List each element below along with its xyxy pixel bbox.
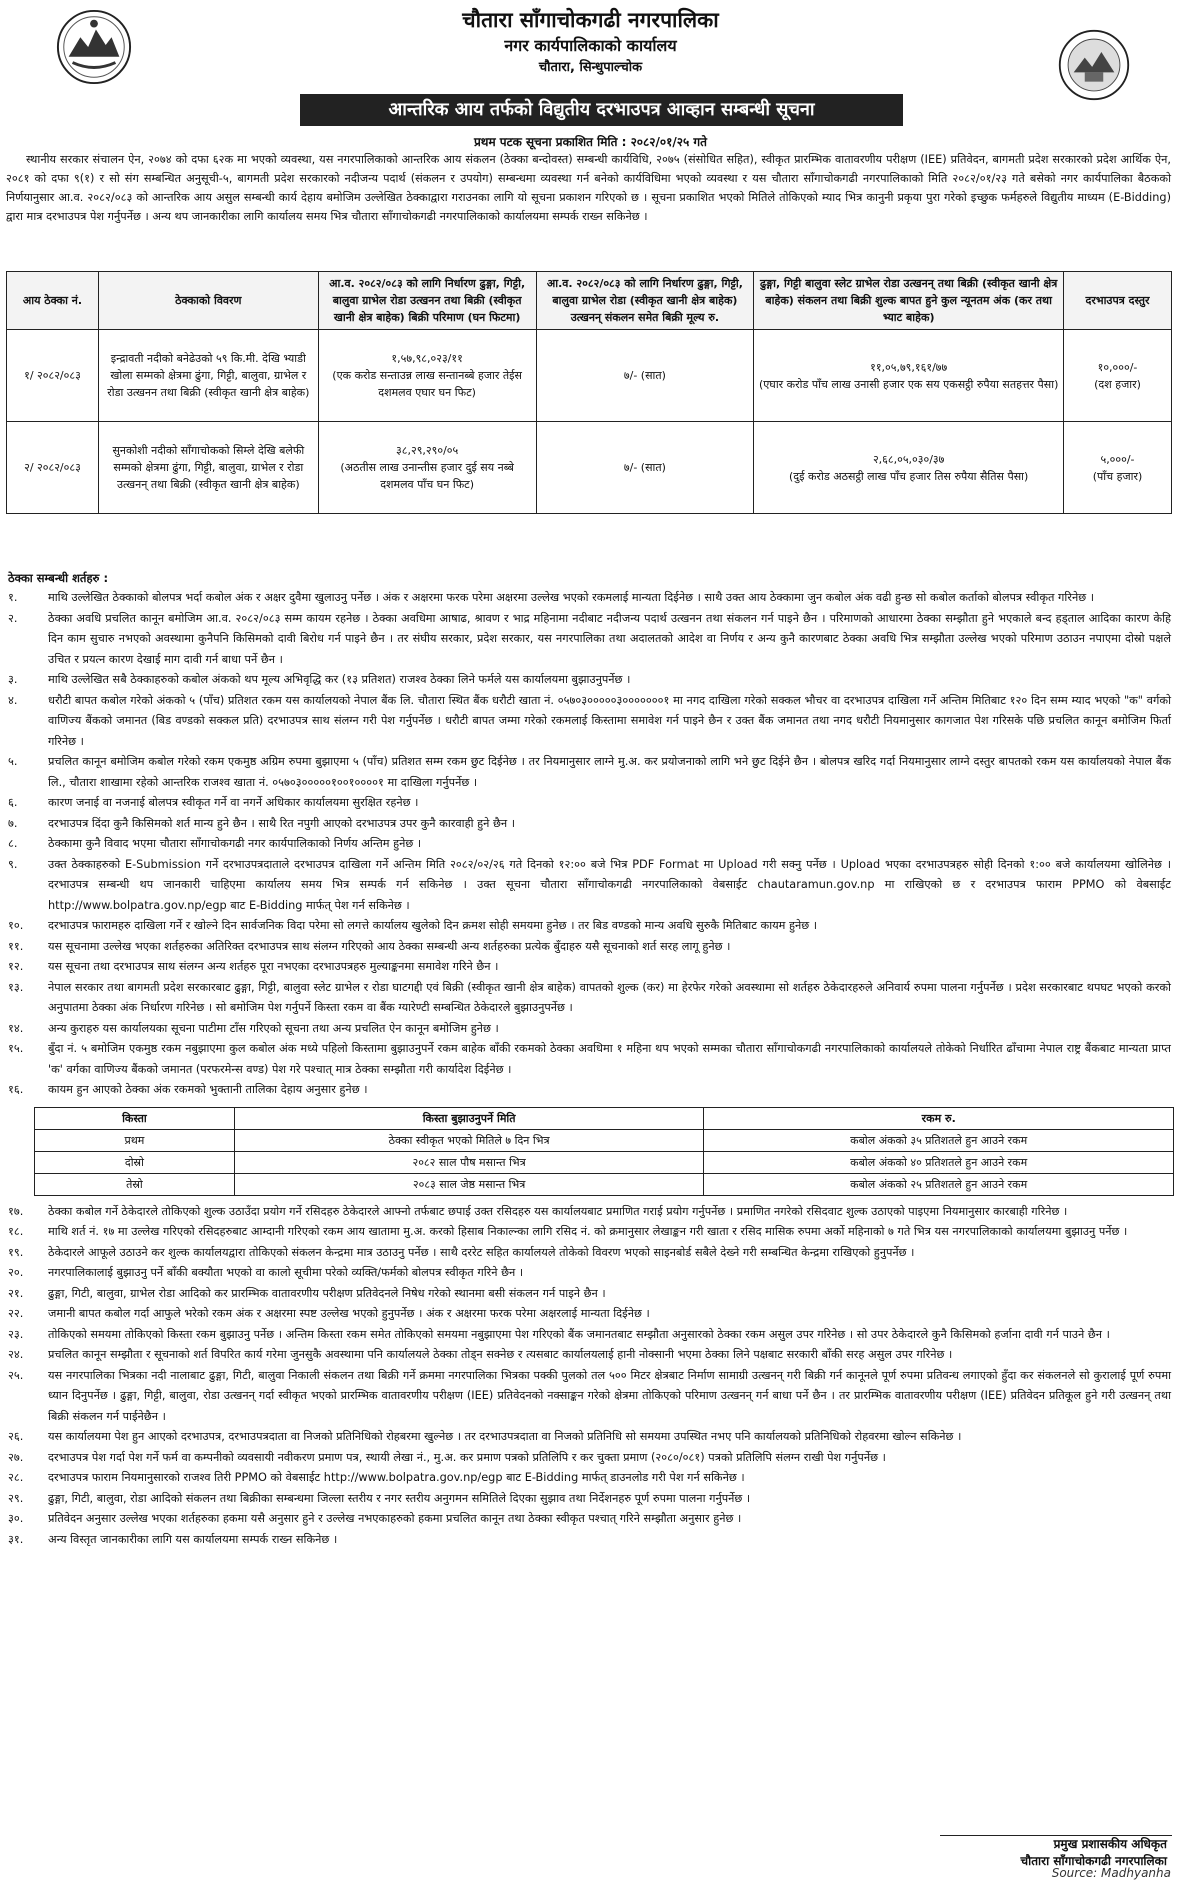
signatory-office: चौतारा साँगाचोकगढी नगरपालिका bbox=[1020, 1854, 1167, 1868]
term-text: दरभाउपत्र फाराम नियमानुसारको राजश्व तिरी PPMO को वेबसाईट http://www.bolpatra.gov.np/egp बाट E-Bidding मार्फत् डाउनलोड गरी पेश गर्न सकिनेछ । bbox=[48, 1471, 745, 1484]
total-value: ११,०५,७९,१६१/७७ bbox=[870, 360, 948, 374]
term-item bbox=[6, 1222, 1171, 1243]
term-text: दरभाउपत्र पेश गर्दा पेश गर्ने फर्म वा कम्पनीको व्यवसायी नवीकरण प्रमाण पत्र, स्थायी लेखा नं., मु.अ. कर प्रमाण पत्रको प्रतिलिपि र कर चुक्ता प्रमाण (२०८०/०८१) पत्रको प्रतिलिपि संलग्न राखी पेश गर्नुपर्नेछ । bbox=[48, 1450, 886, 1464]
quantity-cell bbox=[318, 330, 536, 422]
term-number: १. bbox=[8, 591, 18, 604]
term-text: कायम हुन आएको ठेक्का अंक रकमको भुक्तानी तालिका देहाय अनुसार हुनेछ । bbox=[48, 1083, 368, 1096]
term-item bbox=[6, 609, 1171, 671]
term-text: माथि उल्लेखित सबै ठेक्काहरुको कबोल अंकको थप मूल्य अभिवृद्धि कर (१३ प्रतिशत) राजश्व ठेक्का लिने फर्मले यस कार्यालयमा बुझाउनुपर्नेछ । bbox=[48, 673, 631, 686]
term-number: १३. bbox=[8, 980, 24, 994]
term-number: ३१. bbox=[8, 1532, 24, 1546]
fee-words: (पाँच हजार) bbox=[1092, 469, 1143, 483]
term-item bbox=[6, 1509, 1171, 1530]
installment-header-row bbox=[35, 1107, 1174, 1129]
term-number: २०. bbox=[8, 1266, 24, 1279]
municipality-logo-icon bbox=[1057, 28, 1131, 102]
table-row bbox=[7, 422, 1172, 514]
terms-list bbox=[6, 588, 1171, 1550]
term-text: प्रचलित कानून बमोजिम कबोल गरेको रकम एकमुष्ठ अग्रिम रुपमा बुझाएमा ५ (पाँच) प्रतिशत सम्म रकम छुट दिईनेछ । तर नियमानुसार लाग्ने मु.अ. कर प्रयोजनाको लागि भने छुट दिईने छैन । बोलपत्र खरिद गर्दा नियमानुसार लाग्ने दस्तुर बापतको रकम यस कार्यालयको नेपाल बैंक लि., चौतारा शाखामा रहेको आन्तरिक राजश्व खाता नं. ०५७०३०००००१००१००००१ मा दाखिला गर्नुपर्नेछ । bbox=[48, 755, 1171, 789]
office-address: चौतारा, सिन्धुपाल्चोक bbox=[538, 60, 643, 75]
term-item bbox=[6, 793, 1171, 814]
installment-table bbox=[34, 1107, 1174, 1196]
term-text: यस सूचना तथा दरभाउपत्र साथ संलग्न अन्य शर्तहरु पूरा नभएका दरभाउपत्रहरु मुल्याङ्कनमा समावेश गरिने छैन । bbox=[48, 960, 499, 973]
term-number: २. bbox=[8, 611, 18, 625]
fee-value: ५,०००/- bbox=[1100, 452, 1135, 466]
municipality-name: चौतारा साँगाचोकगढी नगरपालिका bbox=[462, 8, 719, 32]
term-text: नगरपालिकालाई बुझाउनु पर्ने बाँकी बक्यौता भएको वा कालो सूचीमा परेको व्यक्ति/फर्मको बोलपत्र स्वीकृत गरिने छैन । bbox=[48, 1266, 524, 1279]
term-text: ढुङ्गा, गिटी, बालुवा, ग्राभेल रोडा आदिको कर प्रारम्भिक वातावरणीय परीक्षण प्रतिवेदनले निषेध गरेको स्थानमा बसी संकलन गर्न पाइने छैन । bbox=[48, 1286, 606, 1300]
term-text: जमानी बापत कबोल गर्दा आफुले भरेको रकम अंक र अक्षरमा स्पष्ट उल्लेख भएको हुनुपर्नेछ । अंक र अक्षरमा फरक परेमा अक्षरलाई मान्यता दिईनेछ । bbox=[48, 1307, 650, 1320]
term-text: तोकिएको समयमा तोकिएको किस्ता रकम बुझाउनु पर्नेछ । अन्तिम किस्ता रकम समेत तोकिएको समयमा नबुझाएमा पेश गरिएको बैंक जमानतबाट सम्झौता अनुसारको ठेक्का रकम असुल उपर गरिनेछ । सो उपर ठेकेदारले कुनै किसिमको हर्जाना दावी गर्न पाउने छैन । bbox=[48, 1327, 1110, 1341]
contract-description: सुनकोशी नदीको साँगाचोकको सिम्ले देखि बलेफी सम्मको क्षेत्रमा ढुंगा, गिट्टी, बालुवा, ग्राभेल र रोडा उत्खनन् तथा बिक्री (स्वीकृत खानी क्षेत्र बाहेक) bbox=[98, 422, 318, 514]
fee-words: (दश हजार) bbox=[1094, 377, 1141, 391]
term-item bbox=[6, 937, 1171, 958]
term-text: धरौटी बापत कबोल गरेको अंकको ५ (पाँच) प्रतिशत रकम यस कार्यालयको नेपाल बैंक लि. चौतारा स्थित बैंक धरौटी खाता नं. ०५७०३०००००३०००००००१ मा नगद दाखिला गरेको सक्कल भौचर वा दरभाउपत्र दाखिला गर्ने अन्तिम मितिबाट १२० दिन सम्म म्याद भएको "क" वर्गको वाणिज्य बैंकको जमानत (बिड वण्डको सक्कल प्रति) दरभाउपत्र साथ संलग्न गरी पेश गर्नुपर्नेछ । धरौटी बापत जम्मा गरेको रकमलाई किस्तामा समावेश गर्न पाइने छैन र उक्त बैंक जमानत तथा नगद धरौटी नियमानुसार कागजात पेश गरिसके पछि प्रचलित कानून बमोजिम फिर्ता गरिनेछ । bbox=[48, 693, 1172, 748]
terms-part-a bbox=[6, 588, 1171, 1101]
term-number: ८. bbox=[8, 837, 18, 850]
term-item bbox=[6, 814, 1171, 835]
intro-paragraph: स्थानीय सरकार संचालन ऐन, २०७४ को दफा ६२क मा भएको व्यवस्था, यस नगरपालिकाको आन्तरिक आय संकलन (ठेक्का बन्दोवस्त) सम्बन्धी कार्यविधि, २०७५ (संसोधित सहित), स्वीकृत प्रारम्भिक वातावरणीय परीक्षण (IEE) प्रतिवेदन, बागमती प्रदेश सरकारको प्रदेश आर्थिक ऐन, २०८१ को दफा ९(१) र सो संग सम्बन्धित अनुसूची-५, बागमती प्रदेश सरकारको नदीजन्य पदार्थ (संकलन र उपयोग) सम्बन्धमा व्यवस्था गर्न बनेको कार्यविधिमा भएको व्यवस्था र यस चौतारा साँगाचोकगढी नगरपालिकाको मिति २०८२/०१/२३ गते बसेको नगर कार्यपालिका बैठकको निर्णयानुसार आ.व. २०८२/०८३ को आन्तरिक आय असुल सम्बन्धी कार्य देहाय बमोजिम उल्लेखित ठेक्काद्वारा गराउनका लागि यो सूचना प्रकाशन गरिएको छ । सूचना प्रकाशित भएको मितिले तोकिएको म्याद भित्र कानुनी प्रकृया पुरा गरेको इच्छुक फर्महरुले विद्युतीय माध्यम (E-Bidding) द्वारा मात्र दरभाउपत्र पेश गर्नुपर्नेछ । अन्य थप जानकारीका लागि कार्यालय समय भित्र चौतारा साँगाचोकगढी नगरपालिकाको कार्यालयमा सम्पर्क राख्न सकिनेछ । bbox=[6, 153, 1171, 223]
term-item bbox=[6, 1080, 1171, 1101]
term-number: २५. bbox=[8, 1368, 24, 1382]
term-item bbox=[6, 1345, 1171, 1366]
term-text: कारण जनाई वा नजनाई बोलपत्र स्वीकृत गर्ने वा नगर्ने अधिकार कार्यालयमा सुरक्षित रहनेछ । bbox=[48, 796, 419, 809]
term-text: माथि शर्त नं. १७ मा उल्लेख गरिएको रसिदहरुबाट आम्दानी गरिएको रकम आय खातामा मु.अ. करको हिसाब निकाल्न्का लागि रसिद नं. को क्रमानुसार लेखाङ्कन गरी खाता र रसिद मासिक रुपमा अर्को महिनाको ७ गते भित्र यस नगरपालिकाको कार्यालयमा बुझाउनु पर्नेछ । bbox=[48, 1225, 1128, 1238]
term-number: १०. bbox=[8, 919, 24, 932]
term-number: २१. bbox=[8, 1286, 24, 1300]
term-item bbox=[6, 1530, 1171, 1551]
term-text: यस सूचनामा उल्लेख भएका शर्तहरुका अतिरिक्त दरभाउपत्र साथ संलग्न गरिएको आय ठेक्का सम्बन्धी अन्य शर्तहरुका प्रत्येक बुँदाहरु यसै सूचनाको शर्त सरह लागू हुनेछ । bbox=[48, 939, 731, 953]
total-value: २,६८,०५,०३०/३७ bbox=[872, 452, 945, 466]
term-item bbox=[6, 1263, 1171, 1284]
term-item bbox=[6, 1039, 1171, 1080]
term-number: २७. bbox=[8, 1450, 24, 1464]
letterhead bbox=[0, 0, 1181, 95]
office-name: नगर कार्यपालिकाको कार्यालय bbox=[504, 36, 677, 55]
installment-name: तेस्रो bbox=[35, 1173, 235, 1195]
rate-cell: ७/- (सात) bbox=[536, 422, 754, 514]
source-credit: Source: Madhyanha bbox=[1051, 1866, 1171, 1880]
term-item bbox=[6, 957, 1171, 978]
fee-cell bbox=[1064, 422, 1172, 514]
contract-no: १/ २०८२/०८३ bbox=[7, 330, 99, 422]
term-number: १२. bbox=[8, 960, 24, 973]
notice-title: आन्तरिक आय तर्फको विद्युतीय दरभाउपत्र आव्हान सम्बन्धी सूचना bbox=[300, 94, 903, 126]
term-text: ढुङ्गा, गिटी, बालुवा, रोडा आदिको संकलन तथा बिक्रीका सम्बन्धमा जिल्ला स्तरीय र नगर स्तरीय अनुगमन समितिले दिएका सुझाव तथा निर्देशनहरु पूर्ण रुपमा पालना गर्नुपर्नेछ । bbox=[48, 1491, 751, 1505]
contract-description: इन्द्रावती नदीको बनेढेउको ५९ कि.मी. देखि भ्याडी खोला सम्मको क्षेत्रमा ढुंगा, गिट्टी, बालुवा, ग्राभेल र रोडा उत्खनन तथा बिक्री (स्वीकृत खानी क्षेत्र बाहेक) bbox=[98, 330, 318, 422]
installment-name: दोस्रो bbox=[35, 1151, 235, 1173]
col-bid-fee: दरभाउपत्र दस्तुर bbox=[1064, 272, 1172, 330]
quantity-words: (एक करोड सन्ताउन्न लाख सन्तानब्बे हजार तेईस दशमलव एघार घन फिट) bbox=[332, 369, 522, 399]
term-text: ठेक्कामा कुनै विवाद भएमा चौतारा साँगाचोकगढी नगर कार्यपालिकाको निर्णय अन्तिम हुनेछ । bbox=[48, 837, 422, 850]
col-installment: किस्ता bbox=[35, 1107, 235, 1129]
term-text: उक्त ठेक्काहरुको E-Submission गर्ने दरभाउपत्रदाताले दरभाउपत्र दाखिला गर्ने अन्तिम मिति २०८२/०२/२६ गते दिनको १२:०० बजे भित्र PDF Format मा Upload गरी सक्नु पर्नेछ । Upload भएका दरभाउपत्रहरु सोही दिनको १:०० बजे कार्यालयमा खोलिनेछ । दरभाउपत्र सम्बन्धी थप जानकारी चाहिएमा कार्यालय समय भित्र सम्पर्क गर्न सकिनेछ । उक्त सूचना चौतारा साँगाचोकगढी नगरपालिकाको वेबसाईट chautaramun.gov.np मा राखिएको छ र दरभाउपत्र फाराम PPMO को वेबसाईट http://www.bolpatra.gov.np/egp बाट E-Bidding मार्फत् पेश गर्न सकिनेछ । bbox=[48, 857, 1171, 912]
term-text: यस कार्यालयमा पेश हुन आएको दरभाउपत्र, दरभाउपत्रदाता वा निजको प्रतिनिधिको रोहबरमा खुल्नेछ । तर दरभाउपत्रदाता वा निजको प्रतिनिधि सो समयमा उपस्थित नभए पनि कार्यालयको प्रतिनिधिको रोहवरमा खोल्न सकिनेछ । bbox=[48, 1430, 962, 1443]
term-number: १७. bbox=[8, 1204, 24, 1218]
installment-name: प्रथम bbox=[35, 1129, 235, 1151]
quantity-value: १,५७,९८,०२३/११ bbox=[391, 352, 463, 365]
total-cell bbox=[754, 422, 1064, 514]
installment-row bbox=[35, 1173, 1174, 1195]
term-text: माथि उल्लेखित ठेक्काको बोलपत्र भर्दा कबोल अंक र अक्षर दुवैमा खुलाउनु पर्नेछ । अंक र अक्षरमा फरक परेमा अक्षरमा उल्लेख भएको रकमलाई मान्यता दिईनेछ । साथै उक्त आय ठेक्कामा जुन कबोल अंक वढी हुन्छ सो कबोल कर्ताको बोलपत्र स्वीकृत गरिनेछ । bbox=[48, 591, 1095, 604]
term-text: ठेक्का अवधि प्रचलित कानून बमोजिम आ.व. २०८२/०८३ सम्म कायम रहनेछ । ठेक्का अवधिमा आषाढ, श्रावण र भाद्र महिनामा नदीबाट नदीजन्य पदार्थ उत्खनन तथा संकलन गर्न पाइने छैन । परिमाणको आधारमा ठेक्का सम्झौता हुने भएकाले बन्द हड्ताल आदिका कारण केहि दिन काम सुचारु नभएको अवस्थामा कुनैपनि किसिमको दावी बिरोध गर्न पाइने छैन । तर संघीय सरकार, प्रदेश सरकार, यस नगरपालिका तथा अदालतको आदेश वा निर्णय र अन्य कुनै कारणबाट ठेक्का अवधि भित्र सम्झौता उल्लेख भएको परिमाण उठाउन नपाएमा दोस्रो पक्षले उचित र प्रयत्न कारण देखाई माग दावी गर्न बाधा पर्ने छैन । bbox=[48, 611, 1171, 666]
quantity-cell bbox=[318, 422, 536, 514]
term-item bbox=[6, 978, 1171, 1019]
term-number: १६. bbox=[8, 1083, 24, 1096]
total-cell bbox=[754, 330, 1064, 422]
term-number: २८. bbox=[8, 1471, 24, 1484]
term-text: अन्य विस्तृत जानकारीका लागि यस कार्यालयमा सम्पर्क राख्न सकिनेछ । bbox=[48, 1532, 338, 1546]
term-number: १४. bbox=[8, 1021, 24, 1035]
installment-date: २०८२ साल पौष मसान्त भित्र bbox=[234, 1151, 704, 1173]
term-number: ५. bbox=[8, 755, 18, 768]
terms-heading: ठेक्का सम्बन्धी शर्तहरु : bbox=[8, 571, 109, 585]
quantity-words: (अठतीस लाख उनान्तीस हजार दुई सय नब्बे दशमलव पाँच घन फिट) bbox=[340, 461, 514, 491]
term-number: ६. bbox=[8, 796, 18, 809]
term-number: १५. bbox=[8, 1042, 24, 1055]
term-number: २४. bbox=[8, 1348, 24, 1361]
col-rate: आ.व. २०८२/०८३ को लागि निर्धारण ढुङ्गा, गिट्टी, बालुवा ग्राभेल रोडा (स्वीकृत खानी क्षेत्र बाहेक) उत्खनन् संकलन समेत बिक्री मूल्य रु. bbox=[536, 272, 754, 330]
total-words: (एघार करोड पाँच लाख उनासी हजार एक सय एकसट्ठी रुपैया सतहत्तर पैसा) bbox=[758, 377, 1059, 391]
col-minimum-amount: ढुङ्गा, गिट्टी बालुवा स्लेट ग्राभेल रोडा उत्खनन् तथा बिक्री (स्वीकृत खानी क्षेत्र बाहेक) संकलन तथा बिक्री शुल्क बापत हुने कुल न्यूनतम अंक (कर तथा भ्याट बाहेक) bbox=[754, 272, 1064, 330]
contract-no: २/ २०८२/०८३ bbox=[7, 422, 99, 514]
term-item bbox=[6, 588, 1171, 609]
term-number: २२. bbox=[8, 1307, 24, 1320]
installment-date: २०८३ साल जेष्ठ मसान्त भित्र bbox=[234, 1173, 704, 1195]
term-item bbox=[6, 1019, 1171, 1040]
term-number: ३. bbox=[8, 673, 18, 686]
table-header-row bbox=[7, 272, 1172, 330]
terms-part-b bbox=[6, 1202, 1171, 1551]
fee-cell bbox=[1064, 330, 1172, 422]
term-text: दरभाउपत्र दिंदा कुनै किसिमको शर्त मान्य हुने छैन । साथै रित नपुगी आएको दरभाउपत्र उपर कुनै कारवाही हुने छैन । bbox=[48, 816, 516, 830]
term-number: १८. bbox=[8, 1225, 24, 1238]
term-item bbox=[6, 834, 1171, 855]
installment-row bbox=[35, 1129, 1174, 1151]
term-text: बुँदा नं. ५ बमोजिम एकमुष्ठ रकम नबुझाएमा कुल कबोल अंक मध्ये पहिलो किस्तामा बुझाउनुपर्ने रकम बाहेक बाँकी रकमको ठेक्का अवधिमा १ महिना थप भएको सम्मका चौतारा साँगाचोकगढी नगरपालिकाको कार्यालयले तोकेको निर्धारित ढाँचामा नेपाल राष्ट्र बैंकबाट मान्यता प्राप्त 'क' वर्गका वाणिज्य बैंकको जमानत (परफरमेन्स वण्ड) पेश गरे पश्चात् मात्र ठेक्का सम्झौता गरी कार्यादेश दिईनेछ । bbox=[48, 1042, 1171, 1076]
quantity-value: ३८,२९,२९०/०५ bbox=[396, 444, 459, 457]
col-installment-date: किस्ता बुझाउनुपर्ने मिति bbox=[234, 1107, 704, 1129]
term-number: ४. bbox=[8, 693, 18, 707]
signature-block bbox=[1020, 1836, 1167, 1870]
term-item bbox=[6, 1366, 1171, 1428]
total-words: (दुई करोड अठसट्ठी लाख पाँच हजार तिस रुपैया सैतिस पैसा) bbox=[789, 469, 1029, 483]
term-number: ११. bbox=[8, 939, 24, 953]
term-item bbox=[6, 1468, 1171, 1489]
term-text: ठेक्का कबोल गर्ने ठेकेदारले तोकिएको शुल्क उठाउँदा प्रयोग गर्ने रसिदहरु ठेकेदारले आफ्नो तर्फबाट छपाई उक्त रसिदहरु यस कार्यालयबाट प्रमाणित गराई प्रयोग गर्नुपर्नेछ । प्रमाणित नगरेको रसिदवाट शुल्क उठाएको पाइएमा नियमानुसार कारबाही गरिनेछ । bbox=[48, 1204, 1068, 1218]
term-number: ३०. bbox=[8, 1512, 24, 1525]
table-row bbox=[7, 330, 1172, 422]
term-number: २६. bbox=[8, 1430, 24, 1443]
term-text: नेपाल सरकार तथा बागमती प्रदेश सरकारबाट ढुङ्गा, गिट्टी, बालुवा स्लेट ग्राभेल र रोडा घाटगद्दी एवं बिक्री (स्वीकृत खानी क्षेत्र बाहेक) वापतको शुल्क (कर) मा हेरफेर गरेको अवस्थामा सो शर्तहरु ठेकेदारहरुले अनिवार्य रुपमा पालना गर्नुपर्नेछ । प्रदेश सरकारबाट थपघट भएको करको अनुपातमा ठेक्का अंक निर्धारण गरिनेछ । सो बमोजिम पेश गर्नुपर्ने किस्ता रकम वा बैंक ग्यारेण्टी सम्बन्धित ठेकेदारले बुझाउनुपर्नेछ । bbox=[48, 980, 1171, 1014]
term-text: प्रतिवेदन अनुसार उल्लेख भएका शर्तहरुका हकमा यसै अनुसार हुने र उल्लेख नभएकाहरुको हकमा प्रचलित कानून तथा ठेक्का स्वीकृत पश्चात् गरिने सम्झौता अनुसार हुनेछ । bbox=[48, 1512, 742, 1525]
installment-row bbox=[35, 1151, 1174, 1173]
col-contract-no: आय ठेक्का नं. bbox=[7, 272, 99, 330]
term-text: ठेकेदारले आफूले उठाउने कर शुल्क कार्यालयद्वारा तोकिएको संकलन केन्द्रमा मात्र उठाउनु पर्नेछ । साथै दररेट सहित कार्यालयले तोकेको विवरण भएको साइनबोर्ड सबैले देख्ने गरी सम्बन्धित केन्द्रमा राखिएको हुनुपर्नेछ । bbox=[48, 1245, 915, 1259]
term-item bbox=[6, 1427, 1171, 1448]
term-number: १९. bbox=[8, 1245, 24, 1259]
installment-amount: कबोल अंकको ४० प्रतिशतले हुन आउने रकम bbox=[704, 1151, 1174, 1173]
term-item bbox=[6, 1489, 1171, 1510]
term-item bbox=[6, 1448, 1171, 1469]
term-number: २३. bbox=[8, 1327, 24, 1341]
term-number: २९. bbox=[8, 1491, 24, 1505]
term-item bbox=[6, 855, 1171, 917]
col-quantity: आ.व. २०८२/०८३ को लागि निर्धारण ढुङ्गा, गिट्टी, बालुवा ग्राभेल रोडा उत्खनन तथा बिक्री (स्वीकृत खानी क्षेत्र बाहेक) बिक्री परिमाण (घन फिटमा) bbox=[318, 272, 536, 330]
contracts-table bbox=[6, 271, 1172, 514]
installment-date: ठेक्का स्वीकृत भएको मितिले ७ दिन भित्र bbox=[234, 1129, 704, 1151]
term-item bbox=[6, 1284, 1171, 1305]
term-text: दरभाउपत्र फारामहरु दाखिला गर्ने र खोल्ने दिन सार्वजनिक विदा परेमा सो लगत्ते कार्यालय खुलेको दिन क्रमश सोही समयमा हुनेछ । तर बिड वण्डको मान्य अवधि सुरुकै मितिबाट कायम हुनेछ । bbox=[48, 919, 818, 932]
term-text: अन्य कुराहरु यस कार्यालयका सूचना पाटीमा टाँस गरिएको सूचना तथा अन्य प्रचलित ऐन कानून बमोजिम हुनेछ । bbox=[48, 1021, 499, 1035]
term-item bbox=[6, 670, 1171, 691]
publication-date: प्रथम पटक सूचना प्रकाशित मिति : २०८२/०१/२५ गते bbox=[473, 135, 708, 149]
col-description: ठेक्काको विवरण bbox=[98, 272, 318, 330]
installment-amount: कबोल अंकको २५ प्रतिशतले हुन आउने रकम bbox=[704, 1173, 1174, 1195]
term-text: प्रचलित कानून सम्झौता र सूचनाको शर्त विपरित कार्य गरेमा जुनसुकै अवस्थामा पनि कार्यालयले ठेक्का तोड्न सक्नेछ र त्यसबाट कार्यालयलाई हानी नोक्सानी भएमा ठेक्का लिने पक्षबाट सरकारी बाँकी सरह असुल उपर गरिनेछ । bbox=[48, 1348, 953, 1361]
fee-value: १०,०००/- bbox=[1097, 360, 1138, 374]
term-item bbox=[6, 1325, 1171, 1346]
term-number: ९. bbox=[8, 857, 18, 871]
term-number: ७. bbox=[8, 816, 18, 830]
term-item bbox=[6, 1202, 1171, 1223]
col-installment-amount: रकम रु. bbox=[704, 1107, 1174, 1129]
term-item bbox=[6, 1243, 1171, 1264]
term-item bbox=[6, 691, 1171, 753]
signatory-title: प्रमुख प्रशासकीय अधिकृत bbox=[1053, 1837, 1167, 1851]
rate-cell: ७/- (सात) bbox=[536, 330, 754, 422]
term-item bbox=[6, 752, 1171, 793]
term-item bbox=[6, 1304, 1171, 1325]
installment-amount: कबोल अंकको ३५ प्रतिशतले हुन आउने रकम bbox=[704, 1129, 1174, 1151]
term-item bbox=[6, 916, 1171, 937]
term-text: यस नगरपालिका भित्रका नदी नालाबाट ढुङ्गा, गिटी, बालुवा निकाली संकलन तथा बिक्री गर्ने क्रममा नगरपालिका भित्रका पक्की पुलको तल ५०० मिटर क्षेत्रबाट निर्माण सामाग्री उत्खनन् गरी बिक्री गर्न कानूनले पूर्ण रुपमा प्रतिवन्ध लगाएको हुँदा कर संकलनले सो कुरालाई पूर्ण रुपमा ध्यान दिनुपर्नेछ । ढुङ्गा, गिट्टी, बालुवा, रोडा उत्खनन् गर्दा स्वीकृत भएको प्रारम्भिक वातावरणीय परीक्षण (IEE) प्रतिवेदनको नक्साङ्कन गरेको क्षेत्रमा तोकिएको परिमाण उत्खनन् गर्न बाधा पर्ने छैन । तर प्रारम्भिक वातावरणीय परीक्षण (IEE) प्रतिवेदन प्रतिकूल हुने गरी उत्खनन् तथा बिक्री संकलन गर्न पाईनेछैन । bbox=[48, 1368, 1171, 1423]
